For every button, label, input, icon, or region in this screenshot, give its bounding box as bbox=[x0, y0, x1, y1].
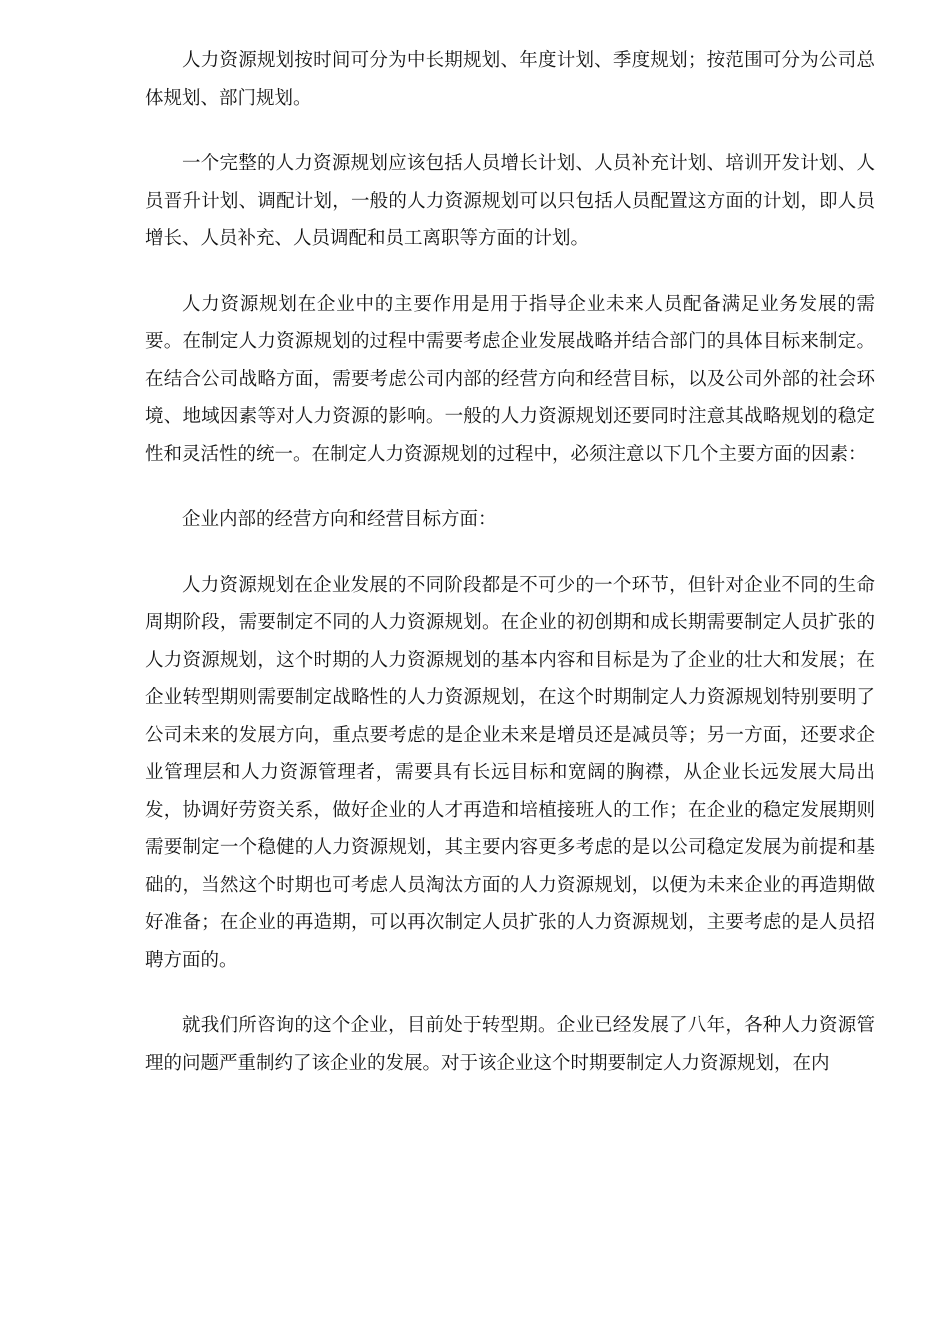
paragraph-client-company: 就我们所咨询的这个企业，目前处于转型期。企业已经发展了八年，各种人力资源管理的问题严重制约了该企业的发展。对于该企业这个时期要制定人力资源规划，在内 bbox=[145, 1015, 875, 1074]
paragraph-internal-direction: 企业内部的经营方向和经营目标方面： bbox=[182, 509, 497, 530]
paragraph-plan-types: 人力资源规划按时间可分为中长期规划、年度计划、季度规划；按范围可分为公司总体规划、部门规划。 bbox=[145, 50, 875, 109]
paragraph-lifecycle-stages: 人力资源规划在企业发展的不同阶段都是不可少的一个环节，但针对企业不同的生命周期阶段，需要制定不同的人力资源规划。在企业的初创期和成长期需要制定人员扩张的人力资源规划，这个时期的人力资源规划的基本内容和目标是为了企业的壮大和发展；在企业转型期则需要制定战略性的人力资源规划，在这个时期制定人力资源规划特别要明了公司未来的发展方向，重点要考虑的是企业未来是增员还是减员等；另一方面，还要求企业管理层和人力资源管理者，需要具有长远目标和宽阔的胸襟，从企业长远发展大局出发，协调好劳资关系，做好企业的人才再造和培植接班人的工作；在企业的稳定发展期则需要制定一个稳健的人力资源规划，其主要内容更多考虑的是以公司稳定发展为前提和基础的，当然这个时期也可考虑人员淘汰方面的人力资源规划，以便为未来企业的再造期做好准备；在企业的再造期，可以再次制定人员扩张的人力资源规划，主要考虑的是人员招聘方面的。 bbox=[145, 574, 875, 971]
document-body bbox=[145, 42, 875, 1082]
paragraph-plan-role: 人力资源规划在企业中的主要作用是用于指导企业未来人员配备满足业务发展的需要。在制定人力资源规划的过程中需要考虑企业发展战略并结合部门的具体目标来制定。在结合公司战略方面，需要考虑公司内部的经营方向和经营目标，以及公司外部的社会环境、地域因素等对人力资源的影响。一般的人力资源规划还要同时注意其战略规划的稳定性和灵活性的统一。在制定人力资源规划的过程中，必须注意以下几个主要方面的因素： bbox=[145, 293, 875, 465]
paragraph-plan-contents: 一个完整的人力资源规划应该包括人员增长计划、人员补充计划、培训开发计划、人员晋升计划、调配计划，一般的人力资源规划可以只包括人员配置这方面的计划，即人员增长、人员补充、人员调配和员工离职等方面的计划。 bbox=[145, 153, 875, 249]
